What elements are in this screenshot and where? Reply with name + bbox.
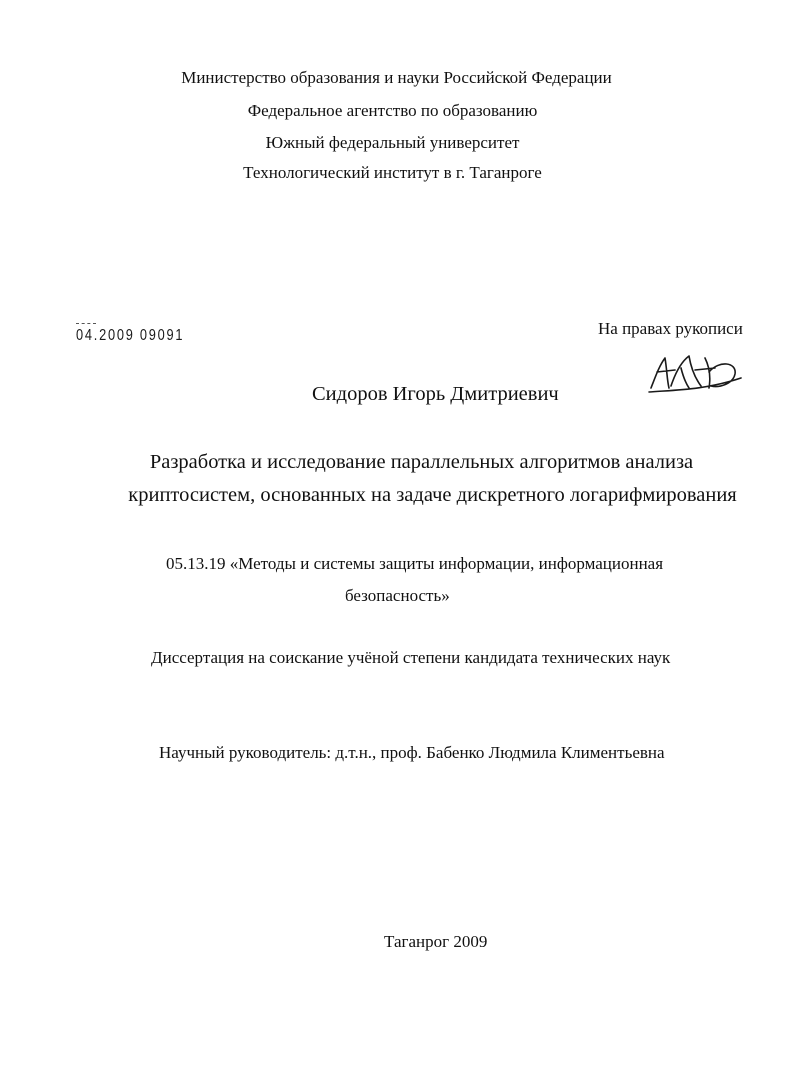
institute-line: Технологический институт в г. Таганроге xyxy=(243,163,542,182)
degree-line: Диссертация на соискание учёной степени кандидата технических наук xyxy=(151,648,671,667)
place-year: Таганрог 2009 xyxy=(384,932,488,951)
registration-stamp: 04.2009 09091 xyxy=(76,327,185,344)
signature-icon xyxy=(645,348,745,396)
agency-line: Федеральное агентство по образованию xyxy=(247,101,538,120)
specialty-line-1: 05.13.19 «Методы и системы защиты информации, информационная xyxy=(166,554,664,573)
title-line-2: криптосистем, основанных на задаче дискретного логарифмирования xyxy=(128,484,737,506)
supervisor-line: Научный руководитель: д.т.н., проф. Бабенко Людмила Климентьевна xyxy=(159,743,665,762)
title-line-1: Разработка и исследование параллельных алгоритмов анализа xyxy=(149,451,694,473)
author-name: Сидоров Игорь Дмитриевич xyxy=(312,383,559,405)
university-line: Южный федеральный университет xyxy=(265,133,520,152)
ministry-line: Министерство образования и науки Российской Федерации xyxy=(181,68,612,87)
stamp-mark xyxy=(76,323,96,325)
specialty-line-2: безопасность» xyxy=(345,586,450,605)
rights-note: На правах рукописи xyxy=(598,319,743,338)
